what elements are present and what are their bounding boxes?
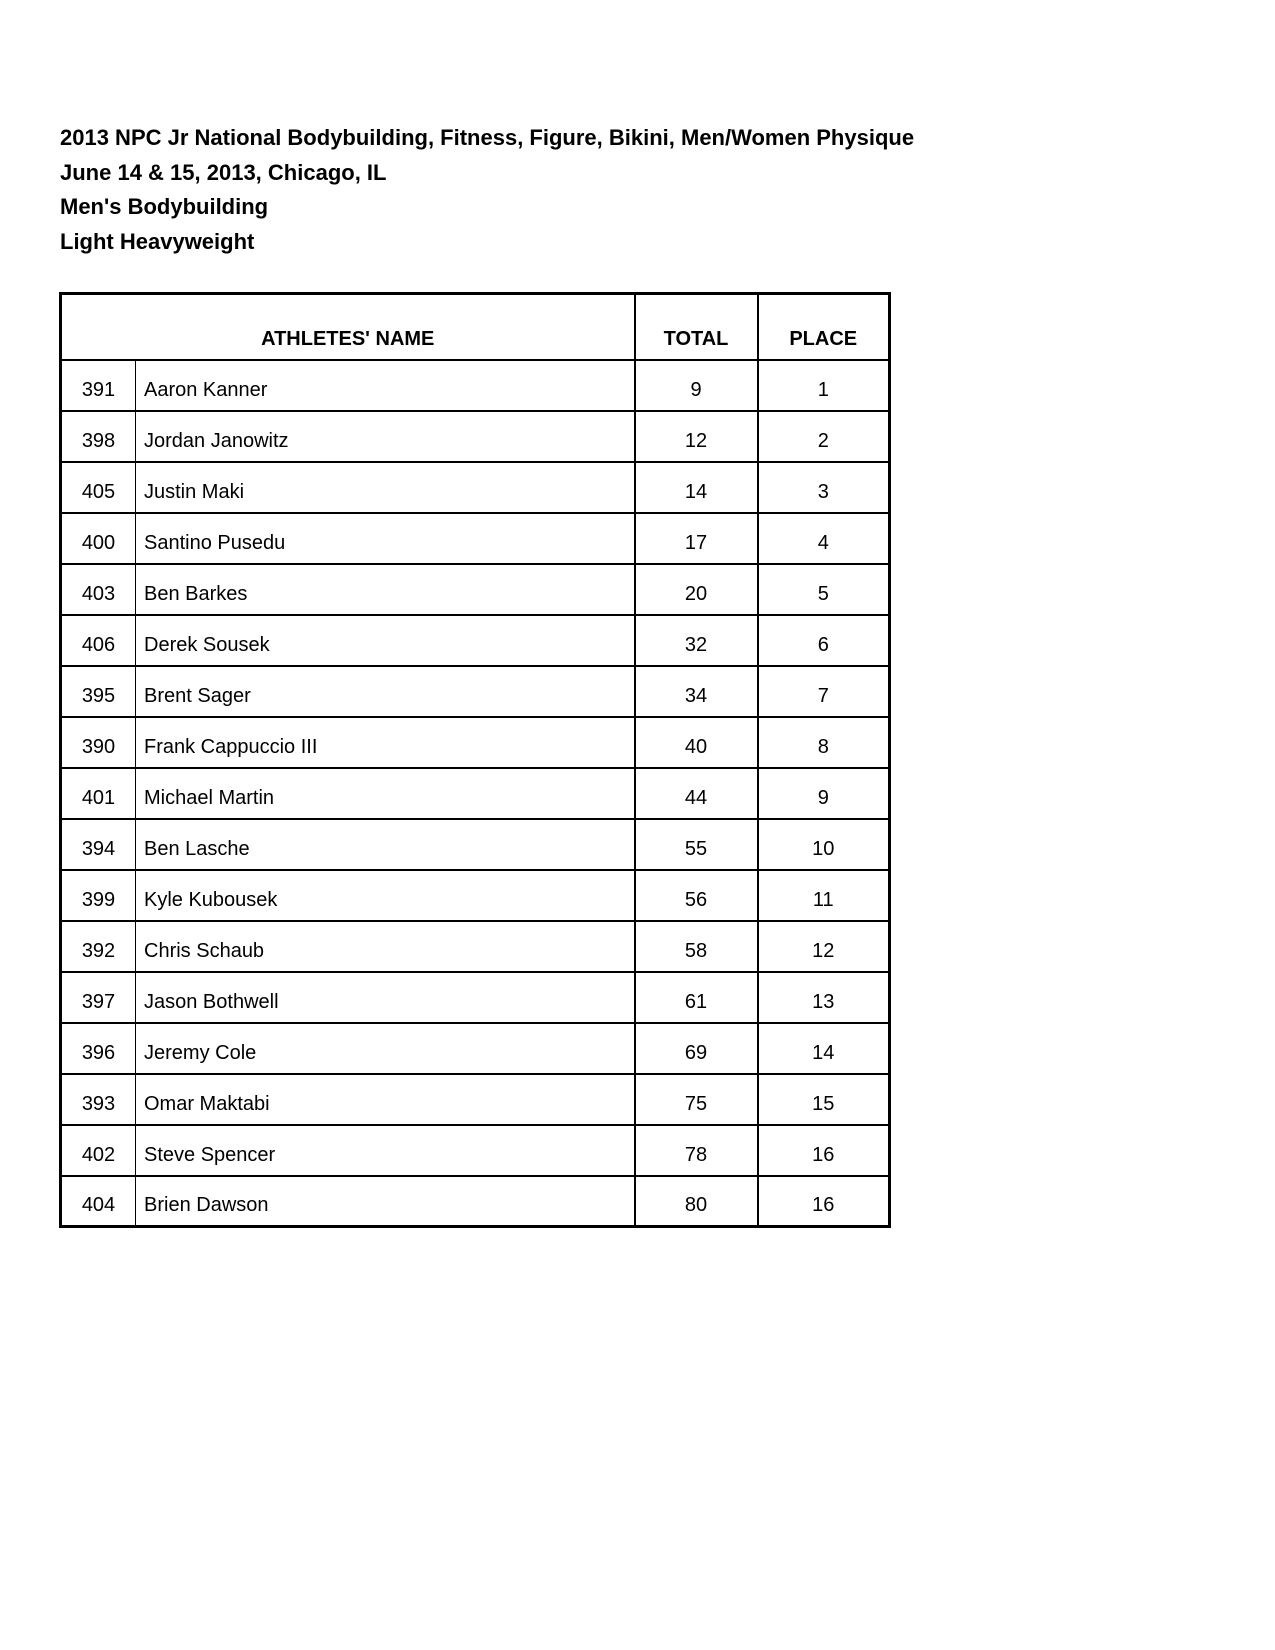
athlete-number-cell: 392 bbox=[61, 921, 136, 972]
athlete-number-cell: 406 bbox=[61, 615, 136, 666]
place-cell: 7 bbox=[758, 666, 890, 717]
total-cell: 20 bbox=[635, 564, 758, 615]
athlete-number-cell: 390 bbox=[61, 717, 136, 768]
athlete-number-cell: 400 bbox=[61, 513, 136, 564]
place-cell: 16 bbox=[758, 1176, 890, 1227]
header-place: PLACE bbox=[758, 294, 890, 360]
table-row bbox=[61, 717, 890, 768]
athlete-number-cell: 395 bbox=[61, 666, 136, 717]
header-athletes-name: ATHLETES' NAME bbox=[61, 294, 635, 360]
table-row bbox=[61, 1074, 890, 1125]
place-cell: 16 bbox=[758, 1125, 890, 1176]
table-row bbox=[61, 1023, 890, 1074]
place-cell: 15 bbox=[758, 1074, 890, 1125]
table-row bbox=[61, 819, 890, 870]
place-cell: 4 bbox=[758, 513, 890, 564]
athlete-name-cell: Brent Sager bbox=[136, 666, 635, 717]
table-row bbox=[61, 921, 890, 972]
athlete-name-cell: Santino Pusedu bbox=[136, 513, 635, 564]
table-row bbox=[61, 972, 890, 1023]
athlete-number-cell: 404 bbox=[61, 1176, 136, 1227]
total-cell: 17 bbox=[635, 513, 758, 564]
total-cell: 80 bbox=[635, 1176, 758, 1227]
athlete-name-cell: Kyle Kubousek bbox=[136, 870, 635, 921]
athlete-name-cell: Steve Spencer bbox=[136, 1125, 635, 1176]
place-cell: 14 bbox=[758, 1023, 890, 1074]
total-cell: 69 bbox=[635, 1023, 758, 1074]
athlete-name-cell: Ben Lasche bbox=[136, 819, 635, 870]
total-cell: 75 bbox=[635, 1074, 758, 1125]
athlete-number-cell: 396 bbox=[61, 1023, 136, 1074]
total-cell: 12 bbox=[635, 411, 758, 462]
total-cell: 56 bbox=[635, 870, 758, 921]
table-row bbox=[61, 666, 890, 717]
weight-class: Light Heavyweight bbox=[60, 228, 255, 254]
total-cell: 40 bbox=[635, 717, 758, 768]
table-row bbox=[61, 564, 890, 615]
place-cell: 12 bbox=[758, 921, 890, 972]
athlete-name-cell: Jason Bothwell bbox=[136, 972, 635, 1023]
document-header bbox=[60, 121, 914, 259]
table-row bbox=[61, 1176, 890, 1227]
results-table bbox=[59, 292, 891, 1228]
place-cell: 3 bbox=[758, 462, 890, 513]
results-body bbox=[61, 360, 890, 1227]
document-title: 2013 NPC Jr National Bodybuilding, Fitness, Figure, Bikini, Men/Women Physique bbox=[60, 125, 915, 150]
division-name: Men's Bodybuilding bbox=[60, 194, 269, 219]
place-cell: 11 bbox=[758, 870, 890, 921]
table-row bbox=[61, 462, 890, 513]
athlete-number-cell: 401 bbox=[61, 768, 136, 819]
table-row bbox=[61, 1125, 890, 1176]
athlete-name-cell: Jordan Janowitz bbox=[136, 411, 635, 462]
event-date-location: June 14 & 15, 2013, Chicago, IL bbox=[60, 159, 387, 185]
place-cell: 10 bbox=[758, 819, 890, 870]
results-table-header bbox=[61, 294, 890, 360]
place-cell: 2 bbox=[758, 411, 890, 462]
athlete-name-cell: Chris Schaub bbox=[136, 921, 635, 972]
athlete-number-cell: 399 bbox=[61, 870, 136, 921]
athlete-name-cell: Aaron Kanner bbox=[136, 360, 635, 411]
table-row bbox=[61, 360, 890, 411]
total-cell: 61 bbox=[635, 972, 758, 1023]
total-cell: 34 bbox=[635, 666, 758, 717]
athlete-name-cell: Jeremy Cole bbox=[136, 1023, 635, 1074]
place-cell: 13 bbox=[758, 972, 890, 1023]
athlete-name-cell: Frank Cappuccio III bbox=[136, 717, 635, 768]
athlete-name-cell: Brien Dawson bbox=[136, 1176, 635, 1227]
athlete-number-cell: 391 bbox=[61, 360, 136, 411]
athlete-name-cell: Justin Maki bbox=[136, 462, 635, 513]
place-cell: 5 bbox=[758, 564, 890, 615]
athlete-name-cell: Michael Martin bbox=[136, 768, 635, 819]
total-cell: 14 bbox=[635, 462, 758, 513]
table-row bbox=[61, 870, 890, 921]
table-row bbox=[61, 768, 890, 819]
table-row bbox=[61, 513, 890, 564]
header-total: TOTAL bbox=[635, 294, 758, 360]
place-cell: 6 bbox=[758, 615, 890, 666]
place-cell: 9 bbox=[758, 768, 890, 819]
athlete-number-cell: 394 bbox=[61, 819, 136, 870]
athlete-number-cell: 405 bbox=[61, 462, 136, 513]
athlete-number-cell: 398 bbox=[61, 411, 136, 462]
total-cell: 44 bbox=[635, 768, 758, 819]
athlete-number-cell: 397 bbox=[61, 972, 136, 1023]
table-row bbox=[61, 411, 890, 462]
athlete-number-cell: 402 bbox=[61, 1125, 136, 1176]
total-cell: 55 bbox=[635, 819, 758, 870]
total-cell: 32 bbox=[635, 615, 758, 666]
total-cell: 78 bbox=[635, 1125, 758, 1176]
header-row bbox=[61, 294, 890, 360]
athlete-name-cell: Derek Sousek bbox=[136, 615, 635, 666]
place-cell: 8 bbox=[758, 717, 890, 768]
total-cell: 58 bbox=[635, 921, 758, 972]
athlete-name-cell: Omar Maktabi bbox=[136, 1074, 635, 1125]
total-cell: 9 bbox=[635, 360, 758, 411]
table-row bbox=[61, 615, 890, 666]
athlete-name-cell: Ben Barkes bbox=[136, 564, 635, 615]
athlete-number-cell: 403 bbox=[61, 564, 136, 615]
athlete-number-cell: 393 bbox=[61, 1074, 136, 1125]
place-cell: 1 bbox=[758, 360, 890, 411]
